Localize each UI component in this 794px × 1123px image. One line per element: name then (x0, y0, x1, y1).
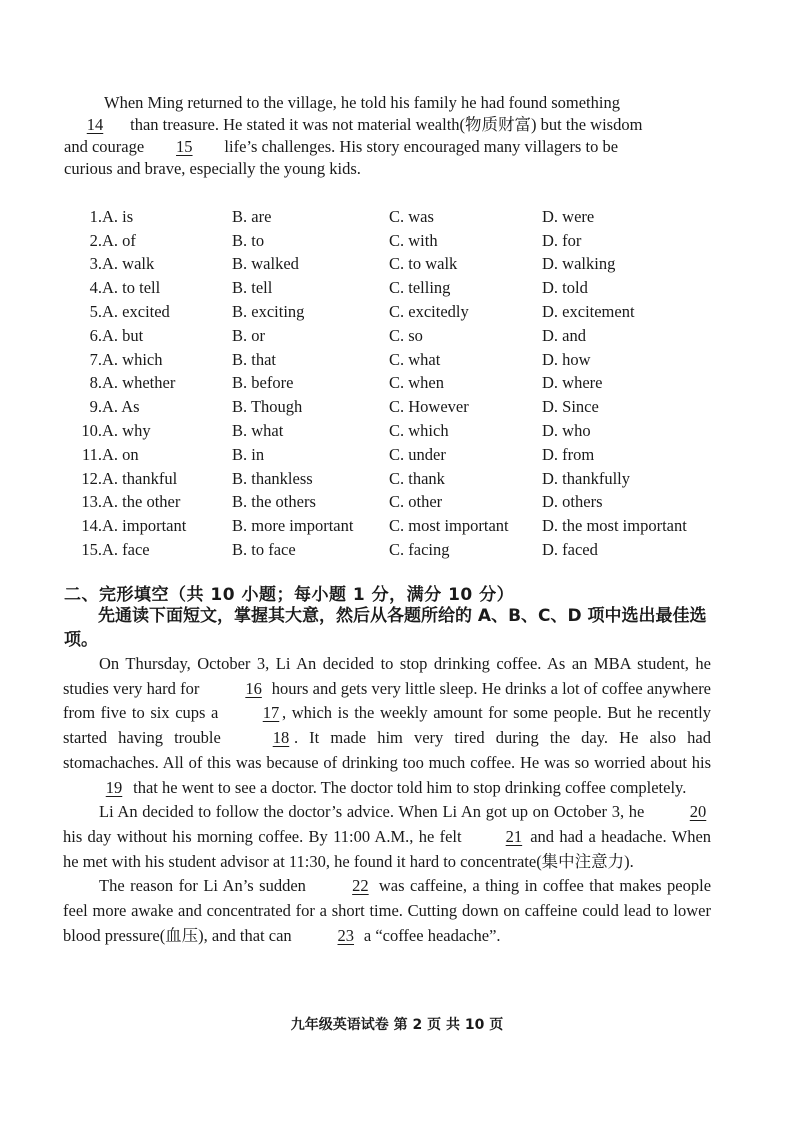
option-a[interactable]: A. thankful (102, 468, 178, 488)
option-c[interactable]: C. facing (389, 540, 450, 560)
option-d[interactable]: D. and (542, 325, 586, 345)
option-c[interactable]: C. excitedly (389, 302, 469, 322)
option-d[interactable]: D. were (542, 206, 595, 226)
option-a[interactable]: A. but (102, 325, 144, 345)
option-b[interactable]: B. before (232, 373, 294, 393)
section-heading: 二、完形填空（共 10 小题；每小题 1 分，满分 10 分） (64, 585, 515, 605)
option-a[interactable]: A. is (102, 206, 134, 226)
passage-text: curious and brave, especially the young kids. (64, 159, 361, 178)
blank-22[interactable]: 22 (352, 876, 369, 896)
option-a[interactable]: A. why (102, 421, 151, 441)
option-c[interactable]: C. so (389, 325, 423, 345)
option-d[interactable]: D. from (542, 444, 595, 464)
option-row (64, 395, 712, 419)
option-b[interactable]: B. what (232, 421, 284, 441)
paragraph-2 (63, 800, 711, 874)
option-row (64, 324, 712, 348)
option-a[interactable]: A. to tell (102, 278, 161, 298)
passage-text: The reason for Li An’s sudden (99, 876, 306, 896)
option-c[interactable]: C. other (389, 492, 443, 512)
option-c[interactable]: C. telling (389, 278, 451, 298)
passage-text: and courage (64, 137, 145, 156)
passage-text: . It made him very tired during the day. He also had stomachaches. All of this was because of drinking too much coffee. He was so worried about his (63, 728, 711, 772)
option-a[interactable]: A. face (102, 540, 150, 560)
question-number: 9. (89, 397, 102, 417)
question-number: 12. (81, 468, 102, 488)
option-row (64, 276, 712, 300)
question-number: 11. (81, 444, 102, 464)
question-number: 1. (89, 206, 102, 226)
option-b[interactable]: B. or (232, 325, 265, 345)
option-row (64, 538, 712, 562)
option-a[interactable]: A. excited (102, 302, 170, 322)
option-b[interactable]: B. the others (232, 492, 316, 512)
option-c[interactable]: C. what (389, 349, 441, 369)
option-row (64, 372, 712, 396)
option-row (64, 419, 712, 443)
cloze-passage (63, 652, 711, 948)
passage-text: , which is the weekly amount for some people. But he recently started having trouble (63, 703, 712, 748)
option-b[interactable]: B. walked (232, 254, 299, 274)
option-c[interactable]: C. thank (389, 468, 445, 488)
option-a[interactable]: A. the other (102, 492, 181, 512)
blank-21[interactable]: 21 (505, 826, 523, 846)
option-b[interactable]: B. to face (232, 540, 296, 560)
option-d[interactable]: D. faced (542, 540, 598, 560)
blank-17[interactable]: 17 (262, 703, 280, 723)
option-c[interactable]: C. most important (389, 516, 509, 536)
option-b[interactable]: B. Though (232, 397, 303, 417)
passage-text: and had a headache. When he met with his student advisor at 11:30, he found it hard to concentrate(集中注意力). (63, 826, 712, 871)
option-c[interactable]: C. with (389, 230, 438, 250)
blank-20[interactable]: 20 (689, 802, 707, 822)
page-footer: 九年级英语试卷 第 2 页 共 10 页 (290, 1017, 504, 1033)
passage-text: than treasure. He stated it was not material wealth(物质财富) but the wisdom (130, 115, 643, 134)
question-number: 13. (81, 492, 102, 512)
passage-line (64, 114, 706, 136)
question-number: 5. (89, 302, 102, 322)
option-a[interactable]: A. important (102, 516, 187, 536)
passage-text: a “coffee headache”. (363, 925, 501, 945)
passage-text: that he went to see a doctor. The doctor told him to stop drinking coffee completely. (133, 777, 687, 797)
question-number: 8. (89, 373, 102, 393)
option-row (64, 514, 712, 538)
option-row (64, 348, 712, 372)
option-row (64, 229, 712, 253)
passage-line (64, 136, 706, 158)
option-b[interactable]: B. thankless (232, 468, 313, 488)
question-number: 6. (89, 325, 102, 345)
paragraph-1 (63, 652, 711, 800)
option-row (64, 300, 712, 324)
option-a[interactable]: A. As (102, 397, 140, 417)
option-row (64, 205, 712, 229)
question-number: 2. (89, 230, 102, 250)
option-d[interactable]: D. told (542, 278, 588, 298)
blank-19[interactable]: 19 (105, 777, 123, 797)
option-c[interactable]: C. under (389, 444, 446, 464)
passage-text: hours and gets very little sleep. He drinks a lot of coffee anywhere from five to six cups a (63, 678, 712, 723)
passage-text: his day without his morning coffee. By 11:00 A.M., he felt (63, 826, 462, 846)
option-c[interactable]: C. However (389, 397, 469, 417)
option-d[interactable]: D. the most important (542, 516, 687, 536)
option-a[interactable]: A. of (102, 230, 136, 250)
question-number: 10. (81, 421, 102, 441)
section-instruction: 先通读下面短文，掌握其大意，然后从各题所给的 A、B、C、D 项中选出最佳选项。 (64, 606, 707, 650)
question-number: 3. (89, 254, 102, 274)
question-number: 7. (89, 349, 102, 369)
option-d[interactable]: D. thankfully (542, 468, 630, 488)
option-b[interactable]: B. more important (232, 516, 354, 536)
option-row (64, 491, 712, 515)
passage-text: life’s challenges. His story encouraged many villagers to be (224, 137, 619, 156)
option-c[interactable]: C. when (389, 373, 444, 393)
option-a[interactable]: A. which (102, 349, 163, 369)
option-a[interactable]: A. on (102, 444, 139, 464)
blank-16[interactable]: 16 (245, 678, 262, 698)
option-d[interactable]: D. Since (542, 397, 599, 417)
passage-line (64, 92, 706, 114)
option-d[interactable]: D. how (542, 349, 591, 369)
question-number: 4. (89, 278, 102, 298)
option-c[interactable]: C. to walk (389, 254, 458, 274)
passage-line (64, 158, 706, 180)
passage-text: On Thursday, October 3, Li An decided to stop drinking coffee. As an MBA student, he studies very hard for (63, 654, 711, 698)
option-d[interactable]: D. walking (542, 254, 616, 274)
passage-text: When Ming returned to the village, he told his family he had found something (104, 93, 620, 112)
option-b[interactable]: B. are (232, 206, 272, 226)
option-d[interactable]: D. where (542, 373, 603, 393)
option-c[interactable]: C. was (389, 206, 434, 226)
option-row (64, 443, 712, 467)
options-table (64, 205, 712, 562)
option-b[interactable]: B. in (232, 444, 265, 464)
passage-text: was caffeine, a thing in coffee that makes people feel more awake and concentrated for a short time. Cutting down on caffeine could lead to lower blood pressure(血压), and that can (63, 876, 712, 945)
blank-23[interactable]: 23 (337, 925, 355, 945)
option-d[interactable]: D. for (542, 230, 582, 250)
blank-15[interactable]: 15 (176, 137, 193, 156)
question-number: 15. (81, 540, 102, 560)
option-d[interactable]: D. who (542, 421, 591, 441)
option-b[interactable]: B. that (232, 349, 276, 369)
blank-14[interactable]: 14 (86, 115, 104, 134)
question-number: 14. (81, 516, 102, 536)
option-b[interactable]: B. tell (232, 278, 273, 298)
option-d[interactable]: D. others (542, 492, 603, 512)
option-b[interactable]: B. to (232, 230, 265, 250)
option-c[interactable]: C. which (389, 421, 449, 441)
option-a[interactable]: A. walk (102, 254, 155, 274)
option-row (64, 253, 712, 277)
option-row (64, 467, 712, 491)
paragraph-3 (63, 874, 711, 948)
passage-text: Li An decided to follow the doctor’s advice. When Li An got up on October 3, he (99, 802, 645, 822)
option-b[interactable]: B. exciting (232, 302, 305, 322)
option-d[interactable]: D. excitement (542, 302, 635, 322)
option-a[interactable]: A. whether (102, 373, 176, 393)
blank-18[interactable]: 18 (272, 728, 290, 748)
